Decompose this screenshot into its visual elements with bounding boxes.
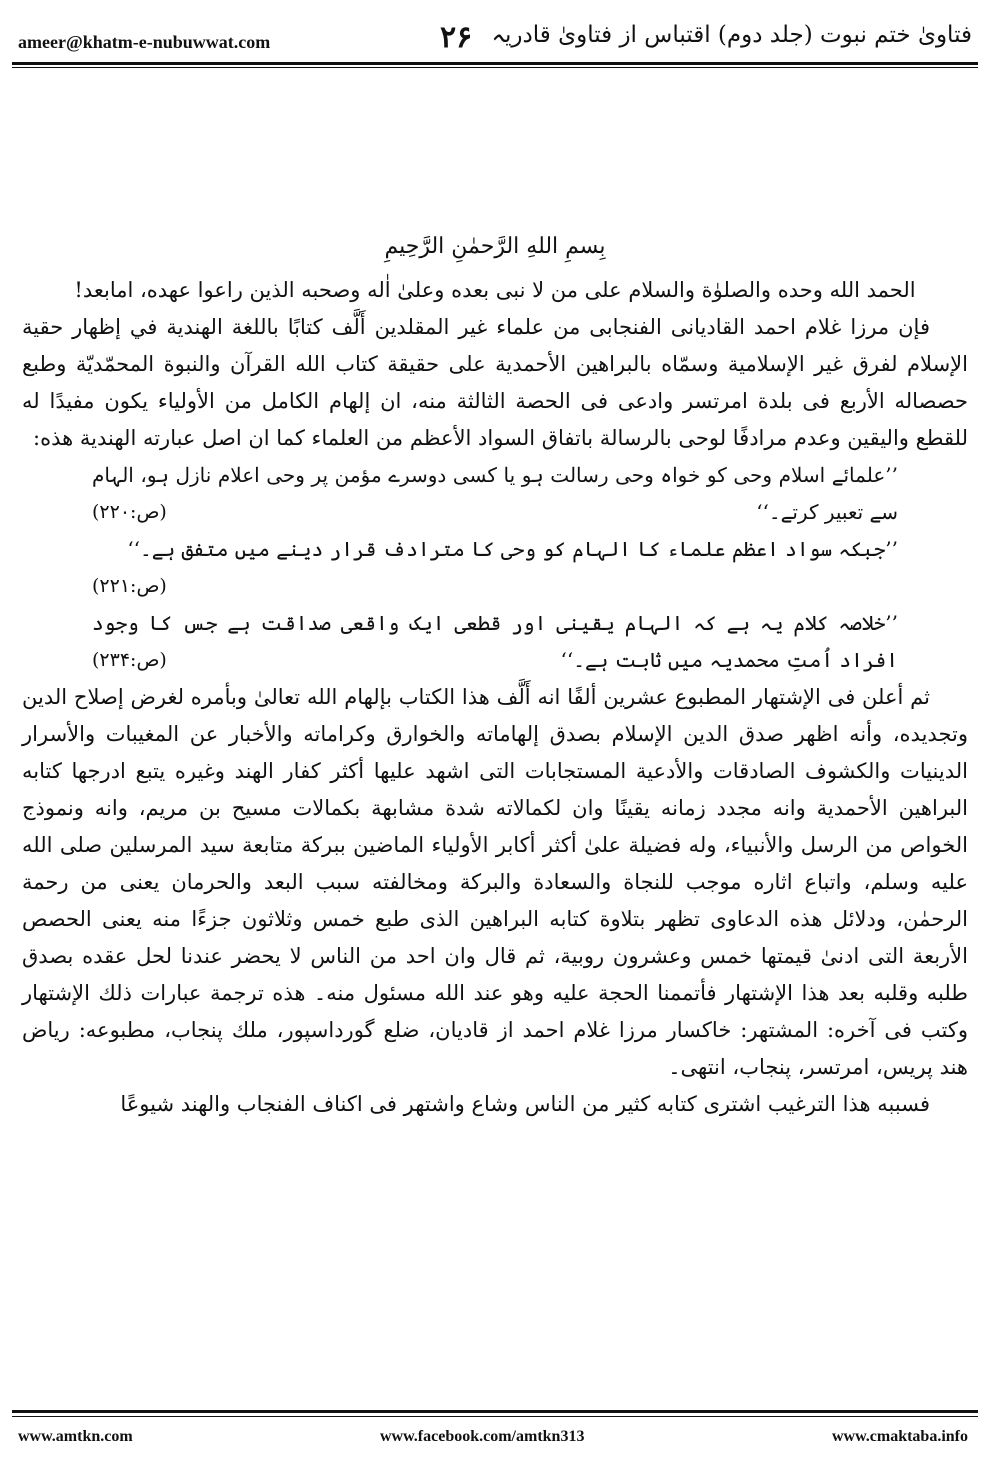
paragraph-3: فسببه هذا الترغيب اشترى كتابه كثير من الناس وشاع واشتهر فى اكناف الفنجاب والهند شيوعًا [120,1092,930,1116]
quote-1-text: ’’علمائے اسلام وحی کو خواہ وحی رسالت ہو یا کسی دوسرے مؤمن پر وحی اعلام نازل ہو، الہام سے تعبیر کرتے۔‘‘ [92,463,898,524]
header-email: ameer@khatm-e-nubuwwat.com [18,32,271,52]
footer-rule-thin [12,1416,978,1417]
quote-3-ref: (ص:۲۳۴) [92,649,167,671]
bismillah: بِسمِ اللهِ الرَّحمٰنِ الرَّحِيمِ [384,234,606,259]
quote-1 [92,457,898,531]
quote-2-ref: (ص:۲۲۱) [92,575,167,597]
footer-link-facebook[interactable]: www.facebook.com/amtkn313 [380,1428,585,1445]
quote-1-ref: (ص:۲۲۰) [92,501,167,523]
footer-rule-thick [12,1410,978,1413]
quote-2 [92,531,898,605]
paragraph-1: فإن مرزا غلام احمد القاديانى الفنجابى من علماء غير المقلدين أَلَّف كتابًا باللغة الهندية في إظهار حقية الإسلام لفرق غير الإسلامية وسمّاه بالبراهين الأحمدية على حقيقة كتاب الله القرآن والنبوة المحمّديّة وطبع حصصاله الأربع فى بلدة امرتسر وادعى فى الحصة الثالثة منه، ان إلهام الكامل من الأولياء يكون مفيدًا له للقطع واليقين وعدم مرادفًا لوحى بالرسالة باتفاق السواد الأعظم من العلماء كما ان اصل عبارته الهندية هذه: [22,315,968,450]
header-rule-thick [12,62,978,65]
page-body [22,228,968,1370]
footer-link-cmaktaba[interactable]: www.cmaktaba.info [831,1428,968,1445]
quote-2-text: ’’جبکہ سواد اعظم علماء کا الہام کو وحی کا مترادف قرار دینے میں متفق ہے۔‘‘ [127,537,898,561]
book-title: فتاویٰ ختم نبوت (جلد دوم) اقتباس از فتاویٰ قادریہ [491,22,972,48]
page-number: ۲۶ [440,20,473,55]
page-footer [0,1424,990,1454]
quote-3-text: ’’خلاصہ کلام یہ ہے کہ الہام یقینی اور قطعی ایک واقعی صداقت ہے جس کا وجود افراد اُمتِ محمدیہ میں ثابت ہے۔‘‘ [92,611,898,672]
footer-link-amtkn[interactable]: www.amtkn.com [18,1428,133,1445]
header-rule-thin [12,67,978,68]
quote-3 [92,605,898,679]
paragraph-2: ثم أعلن فى الإشتهار المطبوع عشرين ألفًا انه أَلَّف هذا الكتاب بإلهام الله تعالىٰ وبأمره لغرض إصلاح الدين وتجديده، وأنه اظهر صدق الدين الإسلام بصدق إلهاماته والخوارق وكراماته والأخبار عن المغيبات والأسرار الدينيات والكشوف الصادقات والأدعية المستجابات التى اشهد عليها أكثر كفار الهند وغيره يتبع ادرجها كتابه البراهين الأحمدية وانه مجدد زمانه يقينًا وان لكمالاته شدة مشابهة بكمالات مسيح بن مريم، وانه ونموذج الخواص من الرسل والأنبياء، وله فضيلة علىٰ أكثر أكابر الأولياء الماضين ببركة متابعة سيد المرسلين صلى الله عليه وسلم، واتباع اثاره موجب للنجاة والسعادة والبركة ومخالفته سبب البعد والحرمان يعنى من رحمة الرحمٰن، ودلائل هذه الدعاوى تظهر بتلاوة كتابه البراهين الذى طبع خمس وثلاثون جزءًا منه يعنى الحصص الأربعة التى ادنىٰ قيمتها خمس وعشرون روبية، ثم قال وان احد من الناس لا يحضر عندنا لحل عقده بصدق طلبه وقلبه بعد هذا الإشتهار فأتممنا الحجة عليه وهو عند الله مسئول منه۔ هذه ترجمة عبارات ذلك الإشتهار وكتب فى آخره: المشتهر: خاكسار مرزا غلام احمد از قاديان، ضلع گورداسپور، ملك پنجاب، مطبوعه: رياض هند پريس، امرتسر، پنجاب، انتهى۔ [22,685,968,1079]
opening-line: الحمد الله وحده والصلوٰة والسلام على من لا نبى بعده وعلىٰ اٰله وصحبه الذين راعوا عهده، امابعد! [74,278,916,302]
page-header [0,0,990,68]
